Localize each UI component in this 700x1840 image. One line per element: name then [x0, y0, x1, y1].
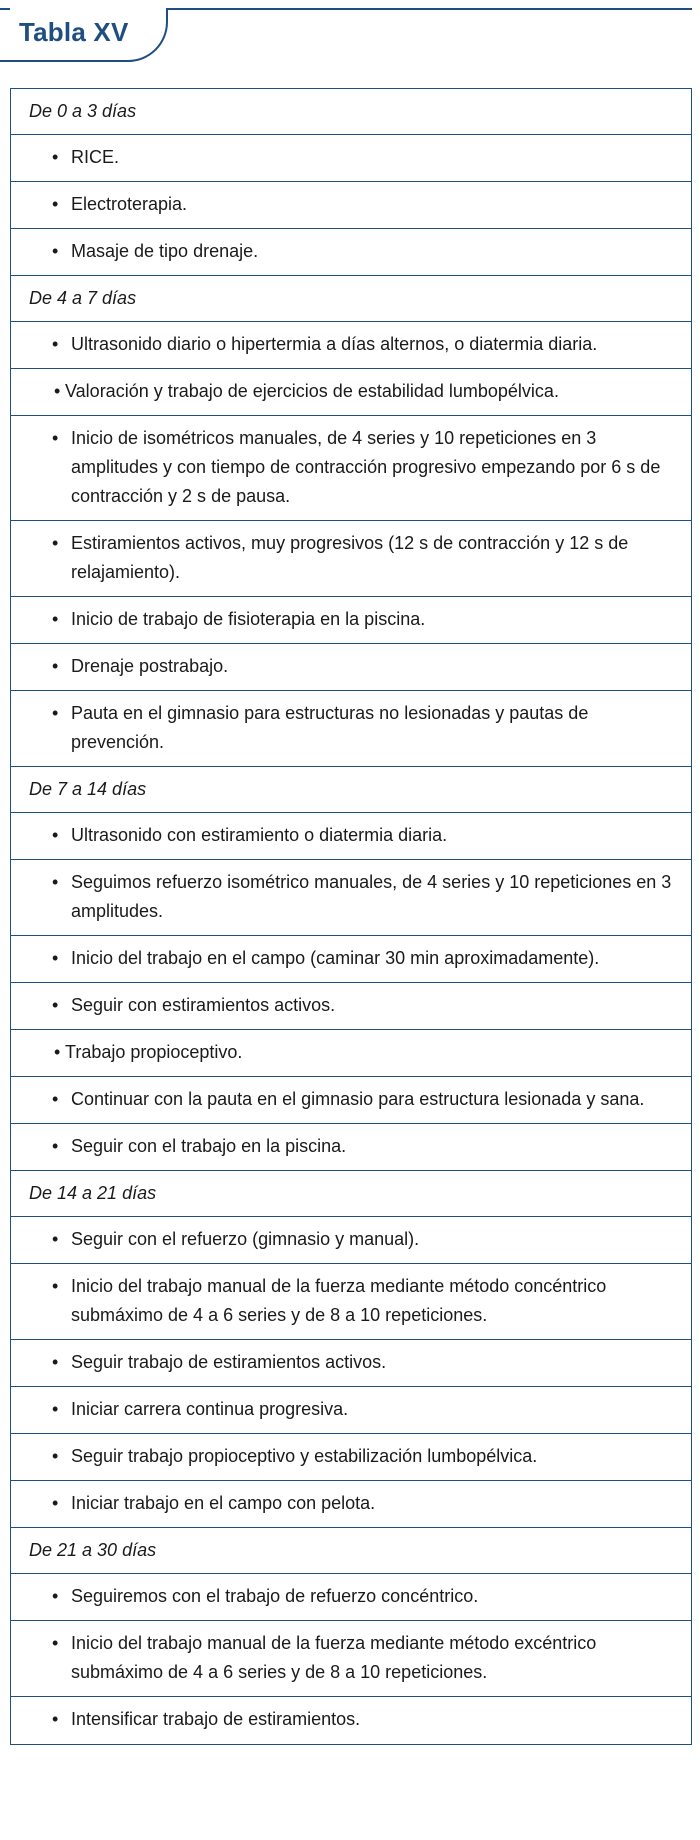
item-text: Iniciar trabajo en el campo con pelota.: [71, 1493, 376, 1513]
item-text: Seguir trabajo propioceptivo y estabilización lumbopélvica.: [71, 1446, 538, 1466]
bullet: •: [52, 1446, 59, 1466]
item-text: Seguir con el trabajo en la piscina.: [71, 1136, 347, 1156]
list-item: [11, 1077, 691, 1124]
section-header: De 7 a 14 días: [11, 767, 691, 813]
item-text: Seguir con el refuerzo (gimnasio y manual).: [71, 1229, 420, 1249]
section-header: De 14 a 21 días: [11, 1171, 691, 1217]
bullet: •: [52, 656, 59, 676]
bullet: •: [52, 1089, 59, 1109]
bullet: •: [52, 1493, 59, 1513]
list-item: [11, 229, 691, 276]
list-item: [11, 1481, 691, 1528]
bullet: •: [52, 948, 59, 968]
list-item: [11, 936, 691, 983]
bullet: •: [52, 703, 59, 723]
item-text: Estiramientos activos, muy progresivos (12 s de contracción y 12 s de relajamiento).: [71, 533, 629, 582]
bullet: •: [54, 1042, 61, 1062]
list-item: [11, 983, 691, 1030]
bullet: •: [52, 334, 59, 354]
item-text: Intensificar trabajo de estiramientos.: [71, 1709, 361, 1729]
list-item: [11, 644, 691, 691]
bullet: •: [52, 1276, 59, 1296]
item-text: Inicio del trabajo en el campo (caminar 30 min aproximadamente).: [71, 948, 600, 968]
bullet: •: [52, 1352, 59, 1372]
list-item: [11, 860, 691, 936]
bullet: •: [52, 147, 59, 167]
bullet: •: [52, 1399, 59, 1419]
section-header: De 21 a 30 días: [11, 1528, 691, 1574]
item-text: Inicio de trabajo de fisioterapia en la piscina.: [71, 609, 426, 629]
bullet: •: [52, 194, 59, 214]
list-item: [11, 1697, 691, 1744]
list-item: [11, 1621, 691, 1697]
list-item: [11, 813, 691, 860]
item-text: Trabajo propioceptivo.: [65, 1042, 243, 1062]
item-text: Ultrasonido con estiramiento o diatermia diaria.: [71, 825, 448, 845]
bullet: •: [52, 241, 59, 261]
list-item: [11, 691, 691, 767]
list-item: [11, 1124, 691, 1171]
bullet: •: [52, 1136, 59, 1156]
treatment-table: [10, 88, 692, 1745]
list-item: [11, 521, 691, 597]
list-item: [11, 1030, 691, 1077]
item-text: Continuar con la pauta en el gimnasio para estructura lesionada y sana.: [71, 1089, 645, 1109]
bullet: •: [52, 1633, 59, 1653]
bullet: •: [52, 1586, 59, 1606]
bullet: •: [52, 533, 59, 553]
item-text: Inicio del trabajo manual de la fuerza mediante método excéntrico submáximo de 4 a 6 series y de 8 a 10 repeticiones.: [71, 1633, 597, 1682]
table-title: Tabla XV: [19, 17, 129, 47]
item-text: RICE.: [71, 147, 120, 167]
item-text: Ultrasonido diario o hipertermia a días alternos, o diatermia diaria.: [71, 334, 598, 354]
item-text: Iniciar carrera continua progresiva.: [71, 1399, 349, 1419]
item-text: Drenaje postrabajo.: [71, 656, 229, 676]
bullet: •: [52, 428, 59, 448]
section-header: De 4 a 7 días: [11, 276, 691, 322]
item-text: Inicio del trabajo manual de la fuerza mediante método concéntrico submáximo de 4 a 6 series y de 8 a 10 repeticiones.: [71, 1276, 607, 1325]
list-item: [11, 416, 691, 521]
item-text: Seguimos refuerzo isométrico manuales, de 4 series y 10 repeticiones en 3 amplitudes.: [71, 872, 672, 921]
list-item: [11, 1340, 691, 1387]
item-text: Masaje de tipo drenaje.: [71, 241, 259, 261]
bullet: •: [52, 995, 59, 1015]
bullet: •: [52, 1229, 59, 1249]
item-text: Seguir trabajo de estiramientos activos.: [71, 1352, 387, 1372]
item-text: Seguir con estiramientos activos.: [71, 995, 336, 1015]
item-text: Electroterapia.: [71, 194, 188, 214]
list-item: [11, 135, 691, 182]
list-item: [11, 597, 691, 644]
bullet: •: [52, 1709, 59, 1729]
bullet: •: [54, 381, 61, 401]
list-item: [11, 182, 691, 229]
list-item: [11, 1264, 691, 1340]
item-text: Seguiremos con el trabajo de refuerzo concéntrico.: [71, 1586, 479, 1606]
list-item: [11, 1434, 691, 1481]
item-text: Inicio de isométricos manuales, de 4 series y 10 repeticiones en 3 amplitudes y con tiempo de contracción progresivo empezando por 6 s de contracción y 2 s de pausa.: [71, 428, 661, 506]
list-item: [11, 369, 691, 416]
list-item: [11, 322, 691, 369]
list-item: [11, 1574, 691, 1621]
list-item: [11, 1217, 691, 1264]
bullet: •: [52, 872, 59, 892]
item-text: Pauta en el gimnasio para estructuras no lesionadas y pautas de prevención.: [71, 703, 589, 752]
section-header: De 0 a 3 días: [11, 89, 691, 135]
item-text: Valoración y trabajo de ejercicios de estabilidad lumbopélvica.: [65, 381, 559, 401]
bullet: •: [52, 825, 59, 845]
bullet: •: [52, 609, 59, 629]
list-item: [11, 1387, 691, 1434]
